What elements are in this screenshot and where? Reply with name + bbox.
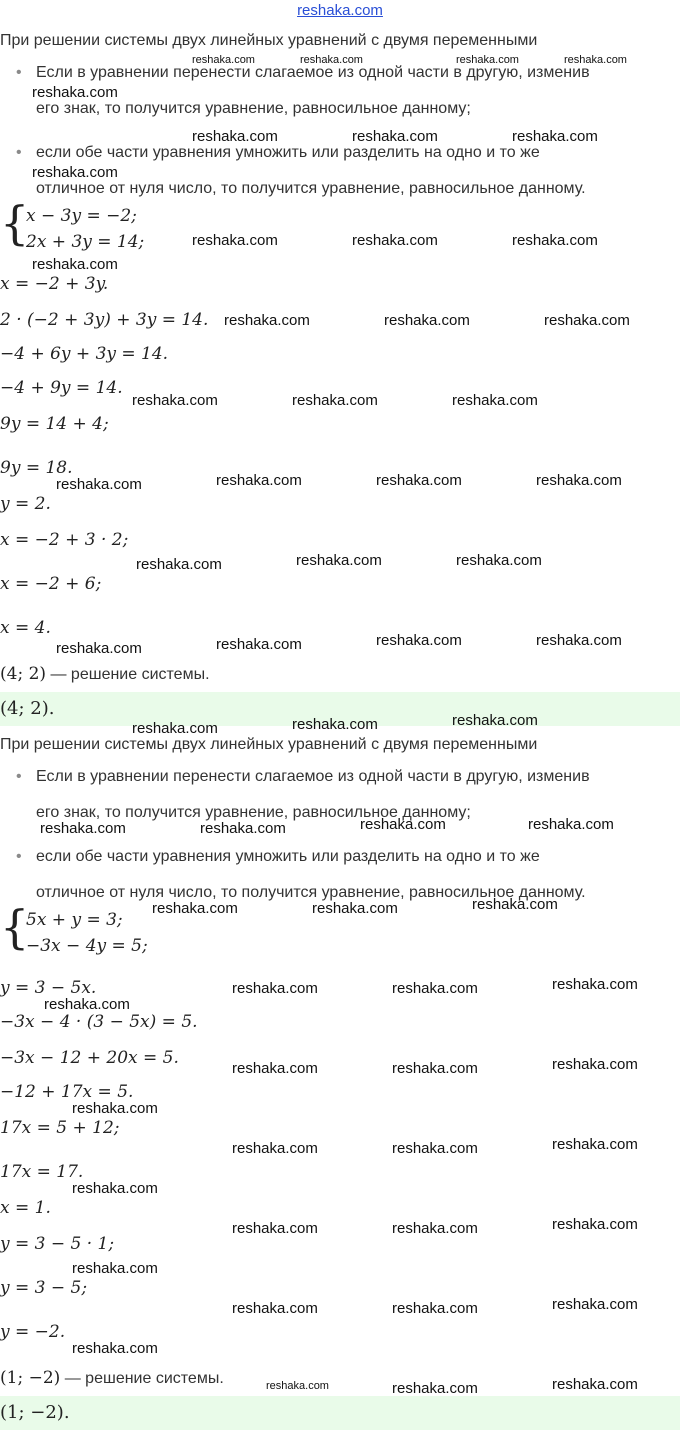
- watermark: reshaka.com: [132, 392, 218, 409]
- watermark: reshaka.com: [352, 128, 438, 145]
- watermark: reshaka.com: [452, 712, 538, 729]
- watermark: reshaka.com: [392, 1380, 478, 1397]
- rule-1-line-2: его знак, то получится уравнение, равносильное данному;: [36, 100, 471, 117]
- rule-2-line-1-b: • если обе части уравнения умножить или разделить на одно и то же: [36, 848, 540, 866]
- rule-1-line-1-b: • Если в уравнении перенести слагаемое из одной части в другую, изменив: [36, 768, 590, 786]
- watermark: reshaka.com: [72, 1180, 158, 1197]
- watermark: reshaka.com: [56, 476, 142, 493]
- step-1-2: 2 · (−2 + 3y) + 3y = 14.: [0, 310, 209, 330]
- system-brace-1: {: [0, 196, 30, 250]
- step-2-4: −12 + 17x = 5.: [0, 1082, 134, 1102]
- watermark: reshaka.com: [232, 980, 318, 997]
- watermark: reshaka.com: [392, 1220, 478, 1237]
- rule-intro-2: При решении системы двух линейных уравнений с двумя переменными: [0, 736, 538, 753]
- step-1-9: x = −2 + 6;: [0, 574, 102, 594]
- system-1-eq-2: 2x + 3y = 14;: [26, 232, 145, 252]
- step-2-3: −3x − 12 + 20x = 5.: [0, 1048, 179, 1068]
- step-2-2: −3x − 4 · (3 − 5x) = 5.: [0, 1012, 198, 1032]
- rule-1-line-2-b: его знак, то получится уравнение, равносильное данному;: [36, 804, 471, 821]
- watermark: reshaka.com: [232, 1060, 318, 1077]
- watermark: reshaka.com: [312, 900, 398, 917]
- watermark: reshaka.com: [200, 820, 286, 837]
- step-1-7: y = 2.: [0, 494, 51, 514]
- watermark: reshaka.com: [192, 54, 255, 66]
- watermark: reshaka.com: [32, 164, 118, 181]
- watermark: reshaka.com: [192, 232, 278, 249]
- answer-1: (4; 2).: [0, 698, 55, 719]
- step-1-5: 9y = 14 + 4;: [0, 414, 109, 434]
- watermark: reshaka.com: [564, 54, 627, 66]
- watermark: reshaka.com: [136, 556, 222, 573]
- watermark: reshaka.com: [552, 1136, 638, 1153]
- watermark: reshaka.com: [44, 996, 130, 1013]
- watermark: reshaka.com: [72, 1340, 158, 1357]
- solution-text-2: — решение системы.: [64, 1370, 224, 1387]
- watermark: reshaka.com: [552, 1056, 638, 1073]
- watermark: reshaka.com: [32, 84, 118, 101]
- solution-pair-2: (1; −2): [0, 1368, 61, 1388]
- watermark: reshaka.com: [232, 1140, 318, 1157]
- step-1-4: −4 + 9y = 14.: [0, 378, 123, 398]
- step-2-9: y = 3 − 5;: [0, 1278, 88, 1298]
- watermark: reshaka.com: [56, 640, 142, 657]
- watermark: reshaka.com: [300, 54, 363, 66]
- watermark: reshaka.com: [224, 312, 310, 329]
- watermark: reshaka.com: [384, 312, 470, 329]
- answer-bar-2: [0, 1396, 680, 1430]
- system-2-eq-2: −3x − 4y = 5;: [26, 936, 148, 956]
- solution-line-2: [0, 1368, 224, 1388]
- watermark: reshaka.com: [132, 720, 218, 737]
- rule-2-line-2: отличное от нуля число, то получится уравнение, равносильное данному.: [36, 180, 586, 197]
- watermark: reshaka.com: [456, 54, 519, 66]
- solution-text-1: — решение системы.: [50, 666, 210, 683]
- watermark: reshaka.com: [296, 552, 382, 569]
- watermark: reshaka.com: [216, 472, 302, 489]
- answer-2: (1; −2).: [0, 1402, 70, 1423]
- watermark: reshaka.com: [376, 632, 462, 649]
- step-1-6: 9y = 18.: [0, 458, 73, 478]
- solution-pair-1: (4; 2): [0, 664, 47, 684]
- step-2-6: 17x = 17.: [0, 1162, 84, 1182]
- watermark: reshaka.com: [192, 128, 278, 145]
- watermark: reshaka.com: [40, 820, 126, 837]
- watermark: reshaka.com: [392, 980, 478, 997]
- rule-1-line-1: • Если в уравнении перенести слагаемое из одной части в другую, изменив: [36, 64, 590, 82]
- watermark: reshaka.com: [72, 1260, 158, 1277]
- watermark: reshaka.com: [152, 900, 238, 917]
- system-brace-2: {: [0, 900, 30, 954]
- watermark: reshaka.com: [32, 256, 118, 273]
- watermark: reshaka.com: [376, 472, 462, 489]
- watermark: reshaka.com: [266, 1380, 329, 1392]
- watermark: reshaka.com: [232, 1300, 318, 1317]
- watermark: reshaka.com: [552, 976, 638, 993]
- step-1-8: x = −2 + 3 · 2;: [0, 530, 129, 550]
- watermark: reshaka.com: [472, 896, 558, 913]
- step-1-3: −4 + 6y + 3y = 14.: [0, 344, 169, 364]
- watermark: reshaka.com: [232, 1220, 318, 1237]
- watermark: reshaka.com: [512, 128, 598, 145]
- watermark: reshaka.com: [512, 232, 598, 249]
- step-2-7: x = 1.: [0, 1198, 51, 1218]
- system-1-eq-1: x − 3y = −2;: [26, 206, 137, 226]
- watermark: reshaka.com: [360, 816, 446, 833]
- watermark: reshaka.com: [552, 1376, 638, 1393]
- watermark: reshaka.com: [292, 392, 378, 409]
- step-1-10: x = 4.: [0, 618, 51, 638]
- step-2-10: y = −2.: [0, 1322, 66, 1342]
- step-2-1: y = 3 − 5x.: [0, 978, 97, 998]
- watermark: reshaka.com: [352, 232, 438, 249]
- watermark: reshaka.com: [536, 632, 622, 649]
- watermark: reshaka.com: [216, 636, 302, 653]
- site-title-link[interactable]: reshaka.com: [297, 2, 383, 19]
- step-2-5: 17x = 5 + 12;: [0, 1118, 120, 1138]
- watermark: reshaka.com: [292, 716, 378, 733]
- watermark: reshaka.com: [392, 1300, 478, 1317]
- watermark: reshaka.com: [552, 1216, 638, 1233]
- watermark: reshaka.com: [72, 1100, 158, 1117]
- rule-2-line-2-b: отличное от нуля число, то получится уравнение, равносильное данному.: [36, 884, 586, 901]
- watermark: reshaka.com: [528, 816, 614, 833]
- step-2-8: y = 3 − 5 · 1;: [0, 1234, 115, 1254]
- step-1-1: x = −2 + 3y.: [0, 274, 109, 294]
- watermark: reshaka.com: [544, 312, 630, 329]
- solution-line-1: [0, 664, 210, 684]
- watermark: reshaka.com: [536, 472, 622, 489]
- rule-intro-1: При решении системы двух линейных уравнений с двумя переменными: [0, 32, 538, 49]
- watermark: reshaka.com: [552, 1296, 638, 1313]
- rule-2-line-1: • если обе части уравнения умножить или разделить на одно и то же: [36, 144, 540, 162]
- watermark: reshaka.com: [452, 392, 538, 409]
- watermark: reshaka.com: [392, 1060, 478, 1077]
- watermark: reshaka.com: [456, 552, 542, 569]
- system-2-eq-1: 5x + y = 3;: [26, 910, 123, 930]
- watermark: reshaka.com: [392, 1140, 478, 1157]
